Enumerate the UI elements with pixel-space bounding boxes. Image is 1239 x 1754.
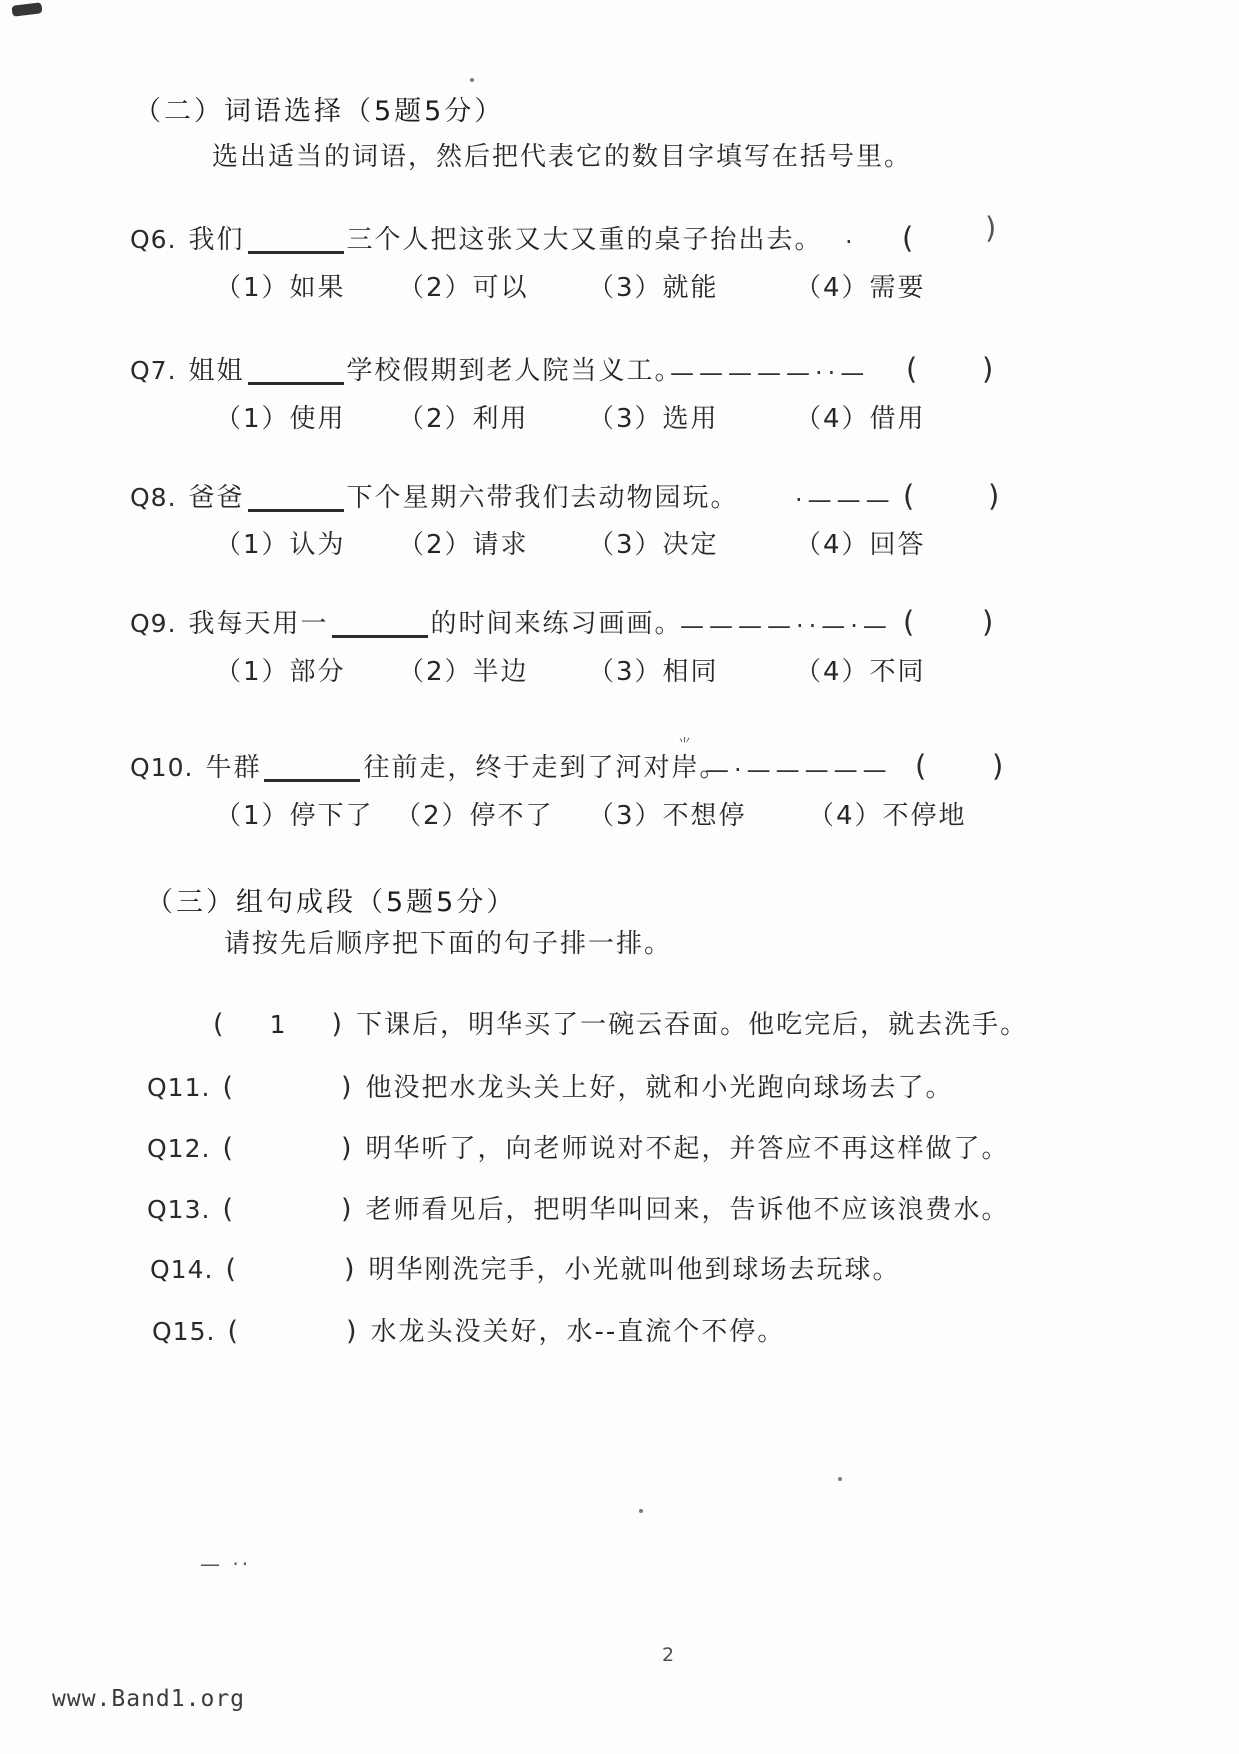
sentence-text: 他没把水龙头关上好，就和小光跑向球场去了。 xyxy=(365,1073,954,1103)
option-2: （2）半边 xyxy=(398,657,529,687)
option-1: （1）如果 xyxy=(215,273,346,303)
question-id: Q15. xyxy=(152,1317,216,1346)
dotted-leader: —————··— xyxy=(670,359,870,387)
paren-close: ) xyxy=(331,1009,345,1040)
stem-after: 三个人把这张又大又重的桌子抬出去。 xyxy=(346,225,823,255)
section-two-instruction: 选出适当的词语，然后把代表它的数目字填写在括号里。 xyxy=(212,142,913,172)
option-4: （4）不同 xyxy=(795,657,926,687)
stem-before: 我们 xyxy=(188,225,245,255)
handwritten-annotation: ⺌ xyxy=(678,737,692,752)
dotted-leader: ·——— xyxy=(795,486,895,514)
stray-mark: — ·· xyxy=(200,1552,252,1576)
answer-bracket-close: ) xyxy=(982,352,996,386)
stem-before: 我每天用一 xyxy=(188,609,329,639)
example-number: 1 xyxy=(269,1010,288,1039)
option-4: （4）不停地 xyxy=(808,801,967,831)
paren-open: ( xyxy=(227,1316,240,1347)
paren-close: ) xyxy=(343,1254,357,1285)
option-3: （3）就能 xyxy=(588,273,719,303)
page-number: 2 xyxy=(662,1644,675,1666)
answer-bracket-open: ( xyxy=(915,749,929,783)
option-3: （3）决定 xyxy=(588,530,719,560)
option-1: （1）使用 xyxy=(215,404,346,434)
scan-speck xyxy=(470,78,474,82)
option-1: （1）部分 xyxy=(215,657,346,687)
paren-open: ( xyxy=(213,1009,226,1040)
fill-in-blank xyxy=(264,753,360,782)
stem-after: 下个星期六带我们去动物园玩。 xyxy=(346,483,739,513)
scan-speck xyxy=(639,1509,643,1513)
sentence-text: 水龙头没关好，水--直流个不停。 xyxy=(370,1317,786,1347)
question-q10-options xyxy=(0,795,1239,835)
stem-after: 往前走，终于走到了河对岸。 xyxy=(363,753,728,783)
answer-bracket-close: ) xyxy=(985,211,999,245)
site-watermark: www.Band1.org xyxy=(52,1686,246,1712)
scan-smudge xyxy=(11,2,42,17)
option-2: （2）利用 xyxy=(398,404,529,434)
fill-in-blank xyxy=(248,483,344,512)
stem-after: 学校假期到老人院当义工。 xyxy=(346,356,683,386)
question-q14 xyxy=(150,1254,901,1286)
question-id: Q6. xyxy=(130,225,177,254)
answer-bracket-close: ) xyxy=(982,605,996,639)
paren-open: ( xyxy=(222,1194,235,1225)
question-id: Q11. xyxy=(147,1073,211,1102)
question-id: Q14. xyxy=(150,1255,214,1284)
paren-open: ( xyxy=(225,1254,238,1285)
option-3: （3）相同 xyxy=(588,657,719,687)
answer-bracket-close: ) xyxy=(992,749,1006,783)
option-1: （1）停下了 xyxy=(215,801,374,831)
paren-close: ) xyxy=(340,1072,354,1103)
dotted-leader: · xyxy=(845,228,858,256)
paren-close: ) xyxy=(340,1194,354,1225)
question-id: Q7. xyxy=(130,356,177,385)
option-1: （1）认为 xyxy=(215,530,346,560)
question-q10-stem xyxy=(130,753,727,784)
answer-bracket-open: ( xyxy=(903,479,917,513)
option-3: （3）选用 xyxy=(588,404,719,434)
sentence-text: 下课后，明华买了一碗云吞面。他吃完后，就去洗手。 xyxy=(356,1010,1029,1040)
answer-bracket-open: ( xyxy=(906,352,920,386)
question-q6-stem xyxy=(130,225,823,256)
question-id: Q8. xyxy=(130,483,177,512)
paren-open: ( xyxy=(222,1133,235,1164)
stem-before: 爸爸 xyxy=(188,483,245,513)
fill-in-blank xyxy=(332,609,428,638)
question-q15 xyxy=(152,1316,785,1348)
answer-bracket-open: ( xyxy=(902,221,916,255)
question-q6-options xyxy=(0,267,1239,307)
sentence-text: 明华刚洗完手，小光就叫他到球场去玩球。 xyxy=(368,1255,901,1285)
option-2: （2）请求 xyxy=(398,530,529,560)
fill-in-blank xyxy=(248,225,344,254)
question-q8-stem xyxy=(130,483,739,514)
answer-bracket-open: ( xyxy=(903,605,917,639)
question-q9-stem xyxy=(130,609,683,640)
question-id: Q13. xyxy=(147,1195,211,1224)
question-q11 xyxy=(147,1072,954,1104)
sentence-text: 老师看见后，把明华叫回来，告诉他不应该浪费水。 xyxy=(365,1195,1010,1225)
option-2: （2）停不了 xyxy=(395,801,554,831)
example-sentence xyxy=(213,1009,1028,1041)
scan-speck xyxy=(838,1477,842,1481)
question-id: Q12. xyxy=(147,1134,211,1163)
section-three-heading: （三）组句成段（5题5分） xyxy=(146,887,517,918)
sentence-text: 明华听了，向老师说对不起，并答应不再这样做了。 xyxy=(365,1134,1010,1164)
stem-before: 姐姐 xyxy=(188,356,245,386)
option-2: （2）可以 xyxy=(398,273,529,303)
answer-bracket-close: ) xyxy=(988,479,1002,513)
stem-after: 的时间来练习画画。 xyxy=(430,609,683,639)
paren-close: ) xyxy=(345,1316,359,1347)
option-4: （4）回答 xyxy=(795,530,926,560)
question-q12 xyxy=(147,1133,1010,1165)
question-q8-options xyxy=(0,524,1239,564)
paren-open: ( xyxy=(222,1072,235,1103)
dotted-leader: —·————— xyxy=(705,756,892,784)
question-id: Q10. xyxy=(130,753,194,782)
option-4: （4）需要 xyxy=(795,273,926,303)
stem-before: 牛群 xyxy=(205,753,262,783)
section-two-heading: （二）词语选择（5题5分） xyxy=(134,96,505,127)
paren-close: ) xyxy=(340,1133,354,1164)
option-4: （4）借用 xyxy=(795,404,926,434)
option-3: （3）不想停 xyxy=(588,801,747,831)
fill-in-blank xyxy=(248,356,344,385)
section-three-instruction: 请按先后顺序把下面的句子排一排。 xyxy=(224,929,673,959)
question-id: Q9. xyxy=(130,609,177,638)
dotted-leader: ————··—·— xyxy=(680,612,892,640)
question-q7-options xyxy=(0,398,1239,438)
question-q9-options xyxy=(0,651,1239,691)
question-q13 xyxy=(147,1194,1010,1226)
question-q7-stem xyxy=(130,356,683,387)
